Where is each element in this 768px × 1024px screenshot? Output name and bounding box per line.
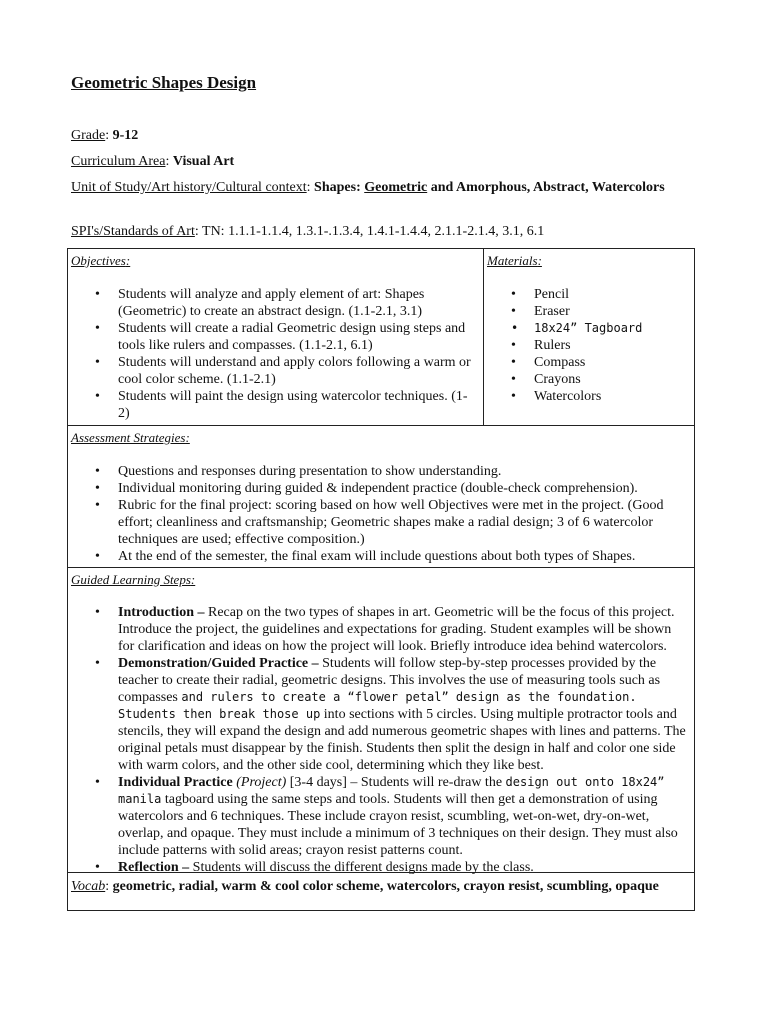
guided-list xyxy=(92,604,690,876)
list-item: • Watercolors xyxy=(508,388,688,405)
vocab-section xyxy=(67,872,695,911)
curriculum-value: Visual Art xyxy=(172,154,235,169)
vocab-value: geometric, radial, warm & cool color scheme, watercolors, crayon resist, scumbling, opaque xyxy=(112,879,659,894)
list-item: • Students will understand and apply colors following a warm or cool color scheme. (1.1-2.1) xyxy=(92,354,477,388)
guided-heading: Guided Learning Steps: xyxy=(71,572,196,587)
list-item: • At the end of the semester, the final exam will include questions about both types of Shapes. xyxy=(92,548,688,565)
page-title: Geometric Shapes Design xyxy=(71,73,257,92)
demo-text-c: into sections with 5 circles. Using multiple protractor tools and stencils, they will expand the design and add numerous geometric shapes with lines and patterns. The original petals must disappear by the finish. Students then split the design in half and color one side with warm colors, and the other side cool, determining which they like best. xyxy=(118,707,686,773)
indiv-title: Individual Practice xyxy=(118,775,233,790)
list-item: • Compass xyxy=(508,354,688,371)
standards-row: SPI's/Standards of Art: TN: 1.1.1-1.1.4, 1.3.1-.1.3.4, 1.4.1-1.4.4, 2.1.1-2.1.4, 3.1, 6.1 xyxy=(71,224,545,239)
assessment-section xyxy=(67,425,695,568)
assessment-list xyxy=(92,463,688,565)
demo-text-b: and rulers to create a “flower petal” design as the foundation. Students then break those up xyxy=(118,690,637,721)
materials-heading: Materials: xyxy=(487,253,542,268)
standards-value: TN: 1.1.1-1.1.4, 1.3.1-.1.3.4, 1.4.1-1.4.4, 2.1.1-2.1.4, 3.1, 6.1 xyxy=(202,224,545,239)
intro-title: Introduction – xyxy=(118,605,205,620)
assessment-heading: Assessment Strategies: xyxy=(71,430,190,445)
demo-title: Demonstration/Guided Practice – xyxy=(118,656,319,671)
list-item: • Pencil xyxy=(508,286,688,303)
objectives-heading: Objectives: xyxy=(71,253,131,268)
guided-steps-section xyxy=(67,567,695,873)
intro-text: Recap on the two types of shapes in art. Geometric will be the focus of this project. Introduce the project, the guidelines and expectations for grading. Student examples will be shown for clarification and ideas on how the project will look. Briefly introduce idea behind watercolors. xyxy=(118,605,675,654)
reflection-text: Students will discuss the different designs made by the class. xyxy=(189,860,534,875)
indiv-text-c: tagboard using the same steps and tools. Students will then get a demonstration of using watercolors and 6 techniques. These include crayon resist, scumbling, wet-on-wet, dry-on-wet, overlap, and opaque. They must include a minimum of 3 techniques on their design. They must also include patterns with solid areas; crayon resist patterns count. xyxy=(118,792,678,858)
list-item: • Students will create a radial Geometric design using steps and tools like rulers and compasses. (1.1-2.1, 6.1) xyxy=(92,320,477,354)
list-item: • Crayons xyxy=(508,371,688,388)
indiv-text-b: design out onto 18x24” manila xyxy=(118,775,665,806)
curriculum-label: Curriculum Area xyxy=(71,154,166,169)
standards-label: SPI's/Standards of Art xyxy=(71,224,195,239)
list-item: • Rubric for the final project: scoring based on how well Objectives were met in the project. (Good effort; cleanliness and craftsmanship; Geometric shapes make a radial design; 3 of 6 watercolor techniques are used; effective composition.) xyxy=(92,497,688,548)
unit-row: Unit of Study/Art history/Cultural context: Shapes: Geometric and Amorphous, Abstract, Watercolors xyxy=(71,180,665,195)
unit-value-a: Shapes: xyxy=(314,180,365,195)
list-item xyxy=(92,655,690,774)
objectives-section xyxy=(67,248,484,426)
list-item: • Rulers xyxy=(508,337,688,354)
vocab-label: Vocab xyxy=(71,879,106,894)
unit-label: Unit of Study/Art history/Cultural context xyxy=(71,180,307,195)
list-item xyxy=(92,604,690,655)
list-item: • 18x24” Tagboard xyxy=(508,320,688,337)
indiv-text-a: [3-4 days] – Students will re-draw the xyxy=(286,775,506,790)
vocab-line: Vocab: geometric, radial, warm & cool color scheme, watercolors, crayon resist, scumbling, opaque xyxy=(71,879,659,894)
grade-label: Grade xyxy=(71,128,106,143)
reflection-title: Reflection – xyxy=(118,860,190,875)
grade-row: Grade: 9-12 xyxy=(71,128,139,143)
list-item: • Questions and responses during presentation to show understanding. xyxy=(92,463,688,480)
unit-value-b: Geometric xyxy=(364,180,428,195)
list-item: • Students will paint the design using watercolor techniques. (1-2) xyxy=(92,388,477,422)
materials-list xyxy=(508,286,688,405)
materials-section xyxy=(483,248,695,426)
unit-value-c: and Amorphous, Abstract, Watercolors xyxy=(427,180,665,195)
indiv-sub: (Project) xyxy=(236,775,287,790)
grade-value: 9-12 xyxy=(112,128,139,143)
list-item: • Eraser xyxy=(508,303,688,320)
curriculum-row: Curriculum Area: Visual Art xyxy=(71,154,235,169)
list-item: • Individual monitoring during guided & independent practice (double-check comprehension). xyxy=(92,480,688,497)
objectives-list xyxy=(92,286,477,422)
list-item xyxy=(92,774,690,859)
list-item: • Students will analyze and apply element of art: Shapes (Geometric) to create an abstract design. (1.1-2.1, 3.1) xyxy=(92,286,477,320)
demo-text-a: Students will follow step-by-step processes provided by the teacher to create their radial, geometric designs. This involves the use of measuring tools such as compasses xyxy=(118,656,661,705)
